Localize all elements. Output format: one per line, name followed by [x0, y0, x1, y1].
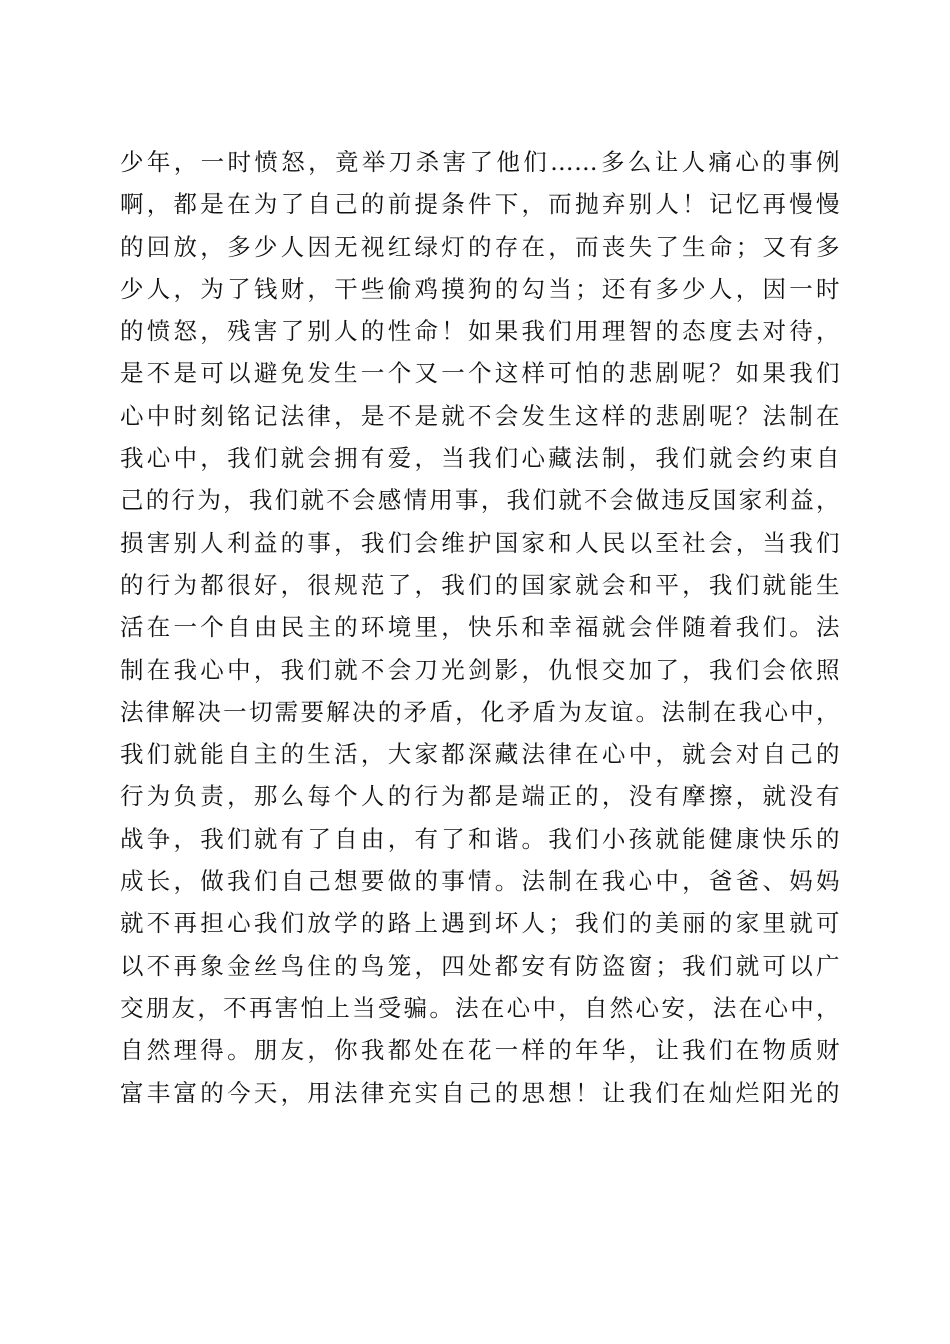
text-line: 成长，做我们自己想要做的事情。法制在我心中，爸爸、妈妈: [120, 867, 840, 896]
text-line: 制在我心中，我们就不会刀光剑影，仇恨交加了，我们会依照: [120, 655, 840, 684]
text-line: 交朋友，不再害怕上当受骗。法在心中，自然心安，法在心中，: [120, 993, 840, 1022]
text-line: 少人，为了钱财，干些偷鸡摸狗的勾当；还有多少人，因一时: [120, 274, 840, 303]
text-line: 的行为都很好，很规范了，我们的国家就会和平，我们就能生: [120, 570, 840, 599]
text-line: 战争，我们就有了自由，有了和谐。我们小孩就能健康快乐的: [120, 824, 840, 853]
text-line: 我心中，我们就会拥有爱，当我们心藏法制，我们就会约束自: [120, 444, 840, 473]
text-line: 我们就能自主的生活，大家都深藏法律在心中，就会对自己的: [120, 740, 840, 769]
text-line: 少年，一时愤怒，竟举刀杀害了他们……多么让人痛心的事例: [120, 148, 840, 176]
text-line: 活在一个自由民主的环境里，快乐和幸福就会伴随着我们。法: [120, 613, 840, 642]
text-line: 富丰富的今天，用法律充实自己的思想！让我们在灿烂阳光的: [120, 1078, 840, 1107]
text-line: 自然理得。朋友，你我都处在花一样的年华，让我们在物质财: [120, 1036, 840, 1065]
text-line: 己的行为，我们就不会感情用事，我们就不会做违反国家利益，: [120, 486, 840, 515]
text-line: 就不再担心我们放学的路上遇到坏人；我们的美丽的家里就可: [120, 909, 840, 938]
text-line: 的回放，多少人因无视红绿灯的存在，而丧失了生命；又有多: [120, 232, 840, 261]
text-line: 以不再象金丝鸟住的鸟笼，四处都安有防盗窗；我们就可以广: [120, 951, 840, 980]
text-line: 的愤怒，残害了别人的性命！如果我们用理智的态度去对待，: [120, 317, 840, 346]
text-line: 损害别人利益的事，我们会维护国家和人民以至社会，当我们: [120, 528, 840, 557]
text-line: 心中时刻铭记法律，是不是就不会发生这样的悲剧呢？法制在: [120, 401, 840, 430]
body-text: [120, 141, 840, 1114]
text-line: 法律解决一切需要解决的矛盾，化矛盾为友谊。法制在我心中，: [120, 697, 840, 726]
text-line: 是不是可以避免发生一个又一个这样可怕的悲剧呢？如果我们: [120, 359, 840, 388]
text-line: 行为负责，那么每个人的行为都是端正的，没有摩擦，就没有: [120, 782, 840, 811]
text-line: 啊，都是在为了自己的前提条件下，而抛弃别人！记忆再慢慢: [120, 190, 840, 219]
